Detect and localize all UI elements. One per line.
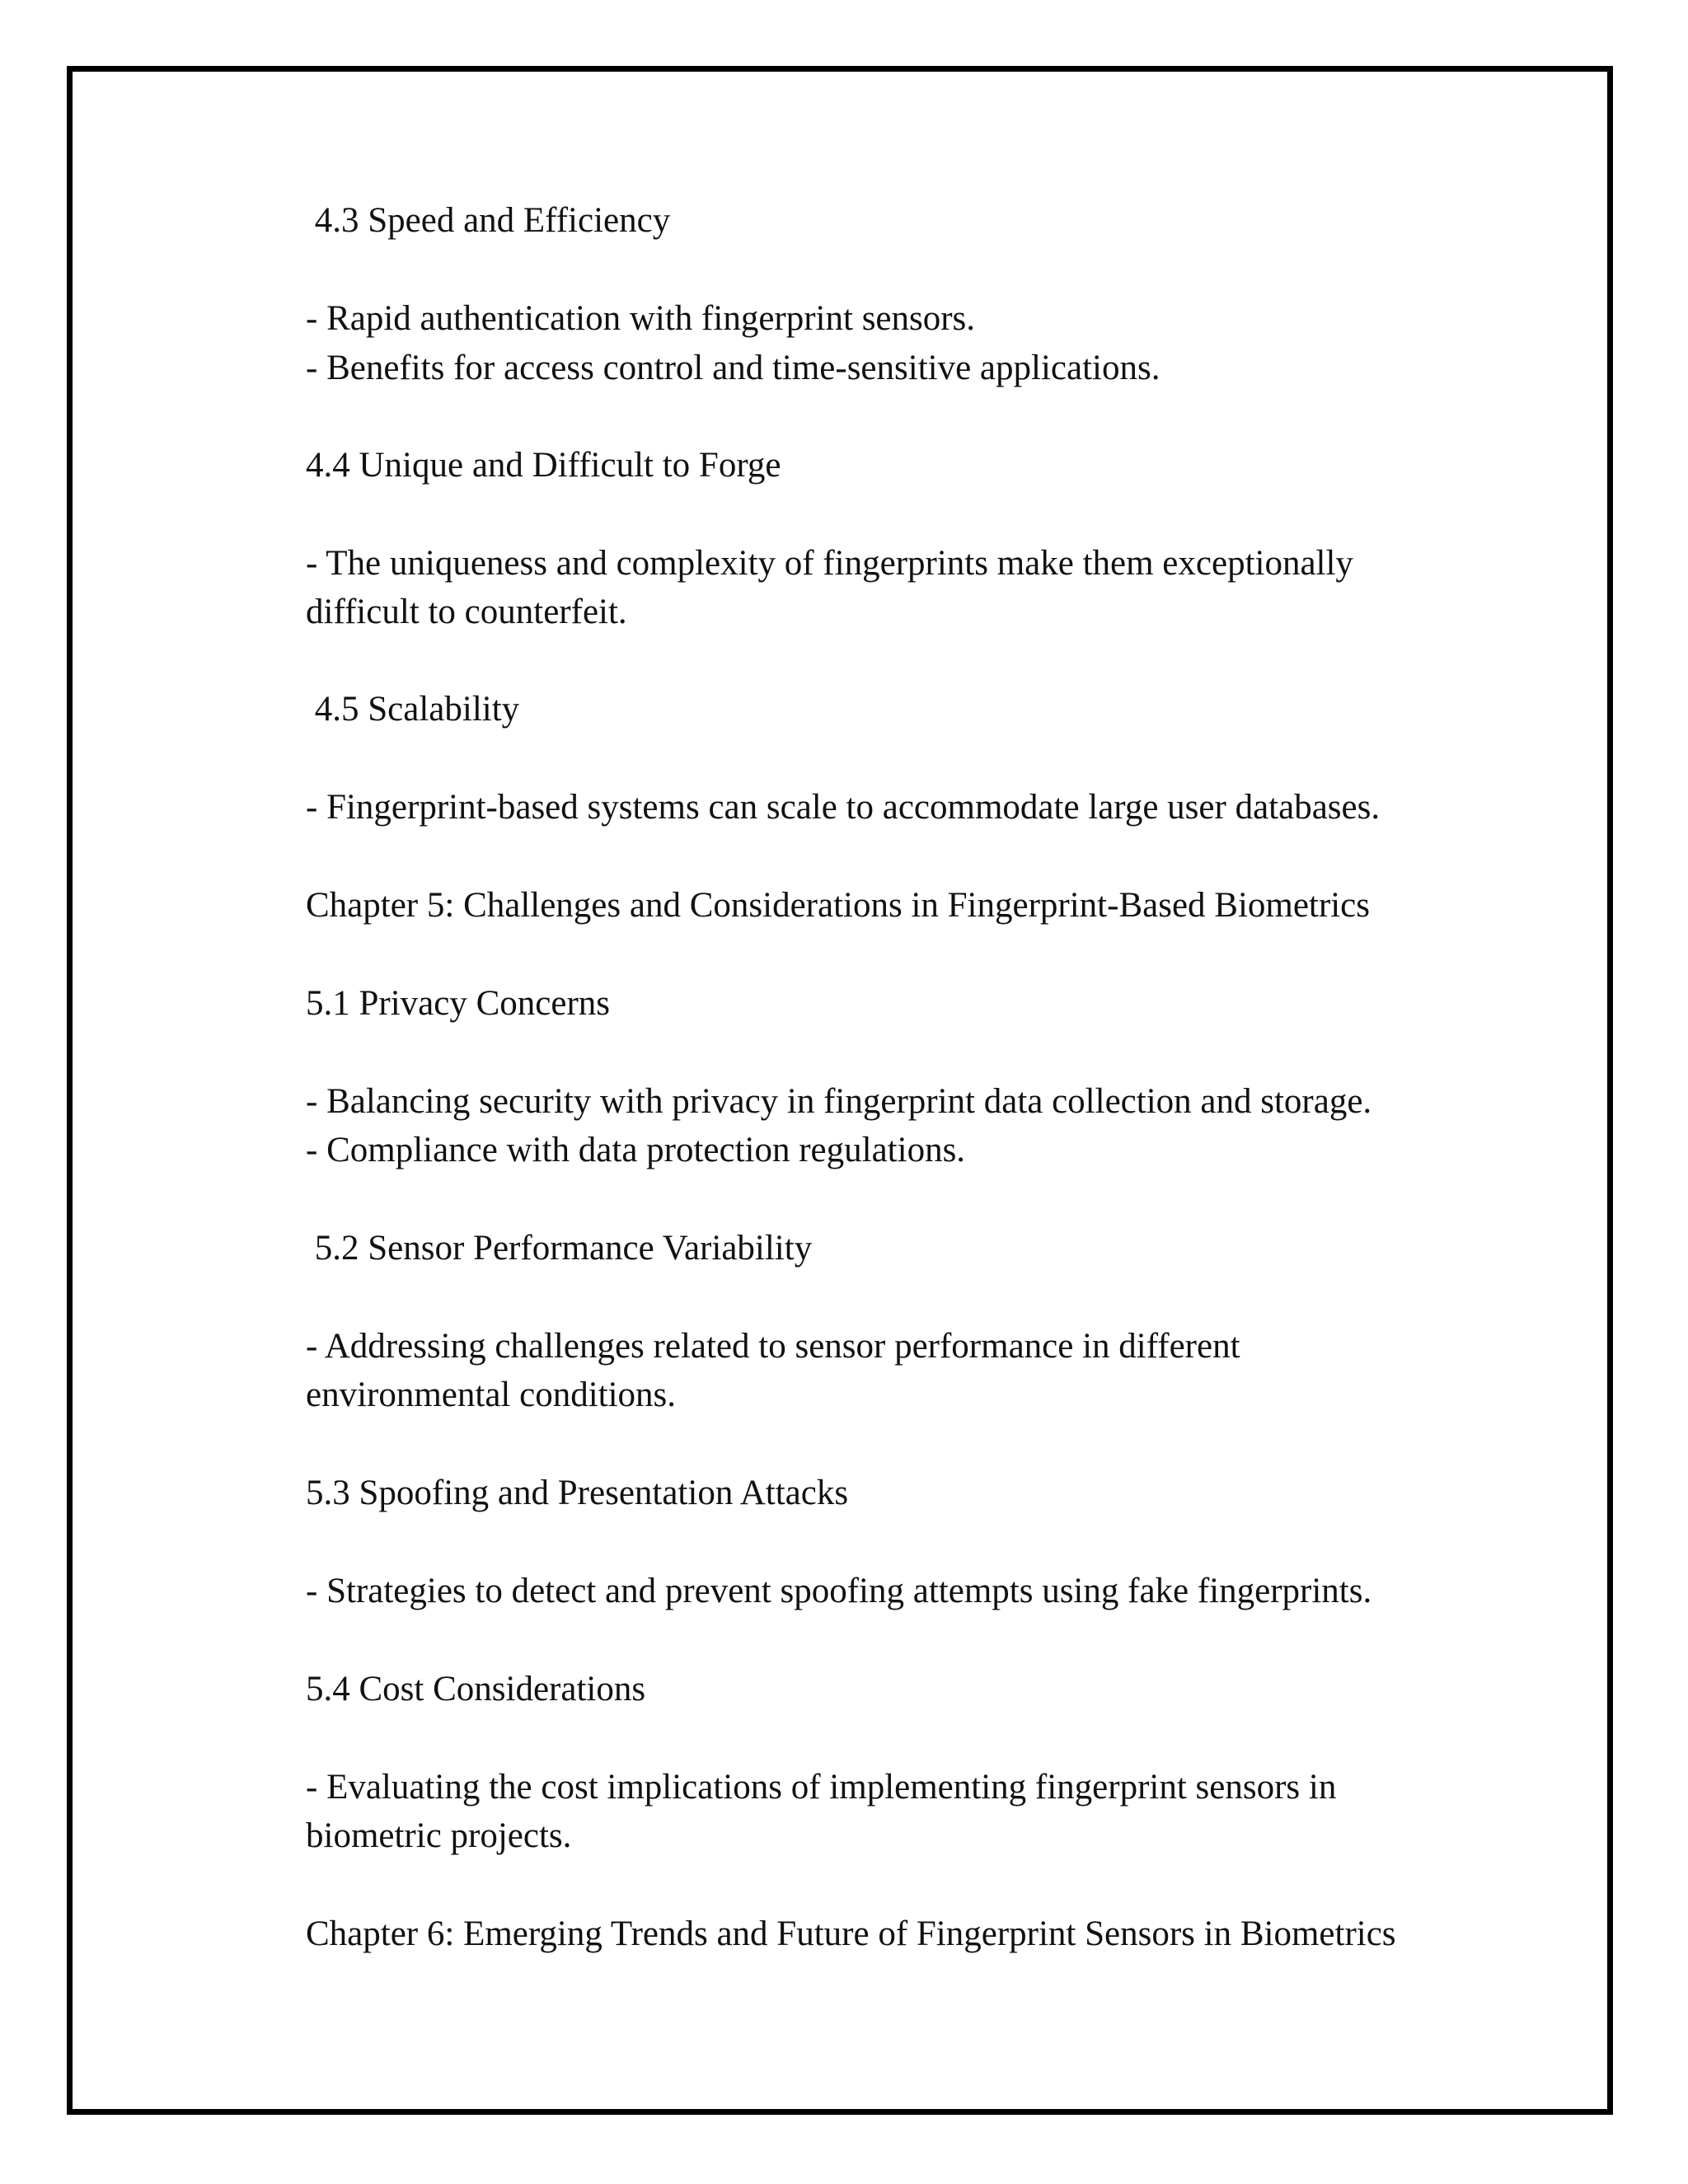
bullet-uniqueness: - The uniqueness and complexity of fingerprints make them exceptionally [306,544,1353,583]
bullet-sensor-performance: - Addressing challenges related to sensor performance in different [306,1327,1240,1366]
section-heading-5-1: 5.1 Privacy Concerns [306,984,611,1023]
bullet-uniqueness-cont: difficult to counterfeit. [306,593,627,631]
section-heading-4-5: 4.5 Scalability [306,690,520,729]
section-heading-4-4: 4.4 Unique and Difficult to Forge [306,446,781,485]
section-heading-4-3: 4.3 Speed and Efficiency [306,201,671,240]
section-heading-5-2: 5.2 Sensor Performance Variability [306,1229,813,1268]
chapter-heading-6: Chapter 6: Emerging Trends and Future of Fingerprint Sensors in Biometrics [306,1915,1396,1953]
bullet-sensor-performance-cont: environmental conditions. [306,1376,677,1414]
bullet-privacy-balance: - Balancing security with privacy in fingerprint data collection and storage. [306,1082,1372,1121]
bullet-scalability: - Fingerprint-based systems can scale to accommodate large user databases. [306,788,1381,827]
bullet-spoofing: - Strategies to detect and prevent spoofing attempts using fake fingerprints. [306,1572,1372,1610]
section-heading-5-3: 5.3 Spoofing and Presentation Attacks [306,1474,849,1512]
bullet-compliance: - Compliance with data protection regulations. [306,1131,966,1169]
bullet-rapid-authentication: - Rapid authentication with fingerprint sensors. [306,299,976,338]
chapter-heading-5: Chapter 5: Challenges and Considerations in Fingerprint-Based Biometrics [306,886,1370,925]
section-heading-5-4: 5.4 Cost Considerations [306,1670,646,1708]
bullet-cost-cont: biometric projects. [306,1816,572,1855]
bullet-access-control: - Benefits for access control and time-sensitive applications. [306,349,1160,387]
bullet-cost: - Evaluating the cost implications of implementing fingerprint sensors in [306,1768,1337,1807]
